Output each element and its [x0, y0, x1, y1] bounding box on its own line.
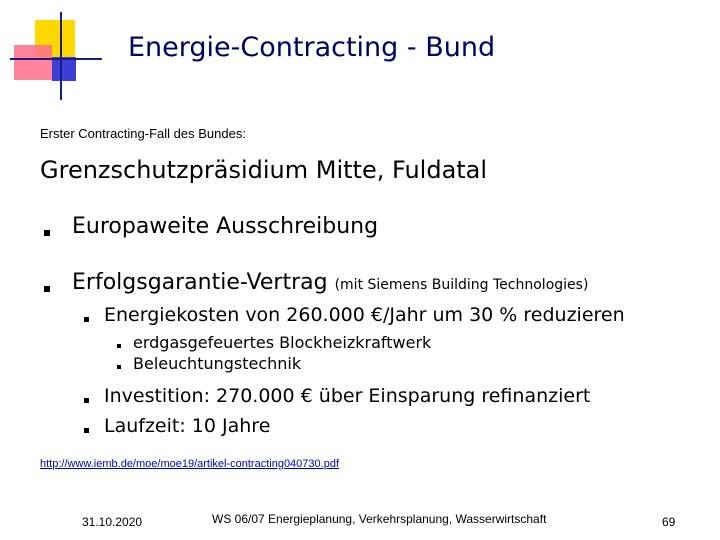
- logo-graphic: [0, 0, 110, 100]
- bullet-erfolgsgarantie-note: (mit Siemens Building Technologies): [334, 277, 589, 293]
- bullet-beleuchtungstechnik: Beleuchtungstechnik: [133, 354, 302, 373]
- bullet-erfolgsgarantie-label: Erfolgsgarantie-Vertrag: [72, 270, 328, 295]
- bullet-erfolgsgarantie: [72, 270, 588, 295]
- bullet-square-icon: [117, 344, 121, 348]
- bullet-energiekosten: Energiekosten von 260.000 €/Jahr um 30 % reduzieren: [104, 304, 625, 326]
- logo-horizontal-line: [10, 58, 102, 60]
- source-link[interactable]: http://www.iemb.de/moe/moe19/artikel-contracting040730.pdf: [40, 458, 339, 470]
- headline: Grenzschutzpräsidium Mitte, Fuldatal: [40, 156, 488, 184]
- bullet-blockheizkraftwerk: erdgasgefeuertes Blockheizkraftwerk: [133, 333, 432, 352]
- footer-course: WS 06/07 Energieplanung, Verkehrsplanung, Wasserwirtschaft: [212, 512, 547, 526]
- footer-page-number: 69: [662, 515, 676, 529]
- bullet-europaweite: Europaweite Ausschreibung: [72, 214, 379, 239]
- logo-blue-square: [52, 57, 76, 81]
- logo-vertical-line: [60, 12, 62, 100]
- slide-title: Energie-Contracting - Bund: [128, 32, 496, 63]
- bullet-laufzeit: Laufzeit: 10 Jahre: [104, 415, 271, 437]
- bullet-square-icon: [84, 398, 89, 403]
- bullet-square-icon: [84, 428, 89, 433]
- footer-date: 31.10.2020: [82, 515, 143, 529]
- intro-text: Erster Contracting-Fall des Bundes:: [40, 126, 246, 141]
- bullet-investition: Investition: 270.000 € über Einsparung refinanziert: [104, 385, 591, 407]
- bullet-square-icon: [44, 230, 50, 236]
- bullet-square-icon: [117, 365, 121, 369]
- bullet-square-icon: [44, 286, 50, 292]
- logo-red-square: [14, 45, 52, 80]
- bullet-square-icon: [84, 317, 89, 322]
